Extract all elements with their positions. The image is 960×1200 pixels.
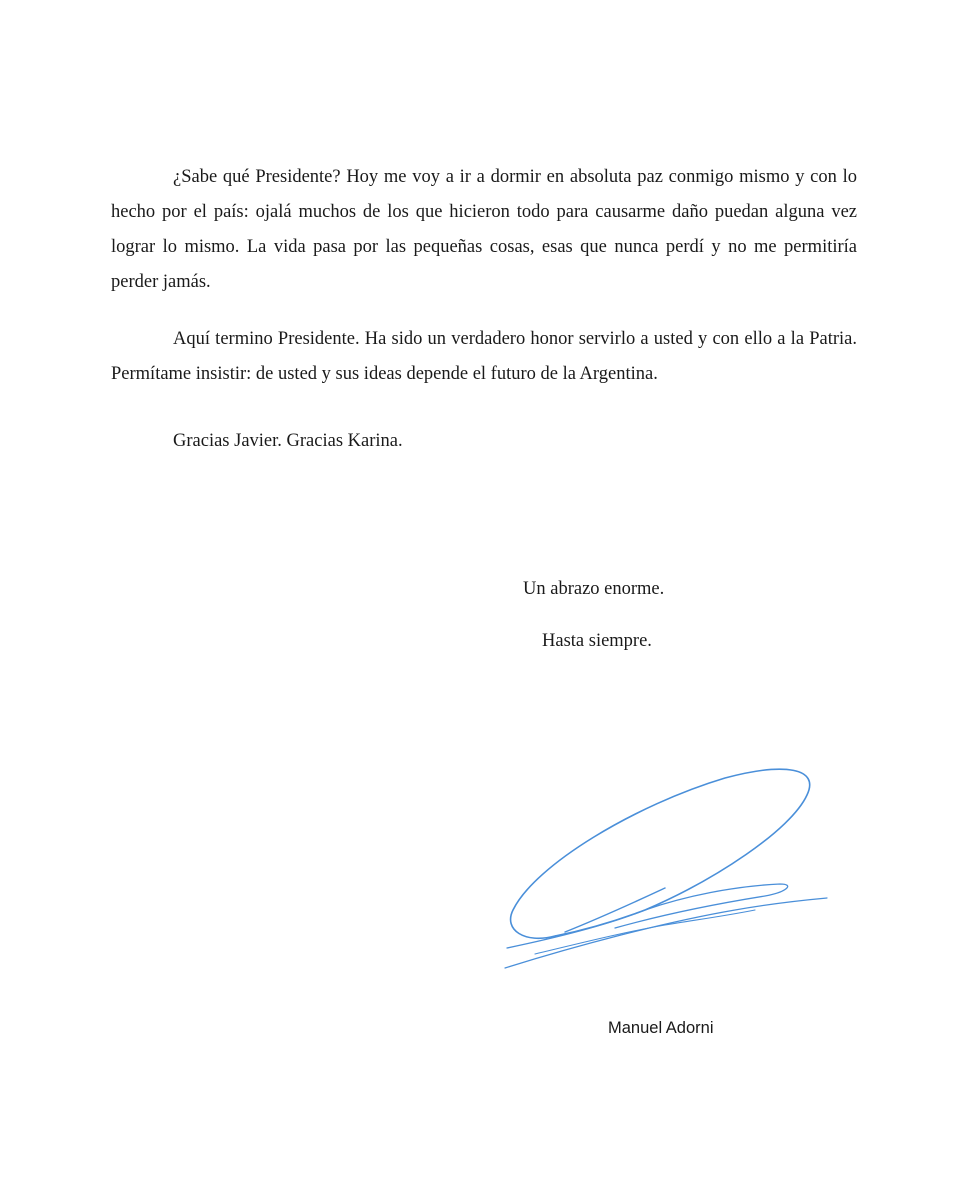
signature-underline-stroke [505,898,827,968]
signer-name: Manuel Adorni [608,1019,714,1037]
letter-paragraph-2: Aquí termino Presidente. Ha sido un verdadero honor servirlo a usted y con ello a la Patria. Permítame insistir: de usted y sus ideas depende el futuro de la Argentina. [111,329,857,384]
signature-inner-stroke [565,888,665,932]
closing-line-1: Un abrazo enorme. [523,579,665,599]
letter-paragraph-1: ¿Sabe qué Presidente? Hoy me voy a ir a dormir en absoluta paz conmigo mismo y con lo hecho por el país: ojalá muchos de los que hicieron todo para causarme daño puedan alguna vez lograr lo mismo. La vida pasa por las pequeñas cosas, esas que nunca perdí y no me permitiría perder jamás. [111,167,857,292]
thanks-line: Gracias Javier. Gracias Karina. [173,431,403,451]
handwritten-signature [495,760,835,980]
signature-loop-stroke [511,769,810,938]
signature-flourish-stroke [507,884,788,948]
signature-tail-stroke [535,910,755,954]
closing-line-2: Hasta siempre. [542,631,652,651]
